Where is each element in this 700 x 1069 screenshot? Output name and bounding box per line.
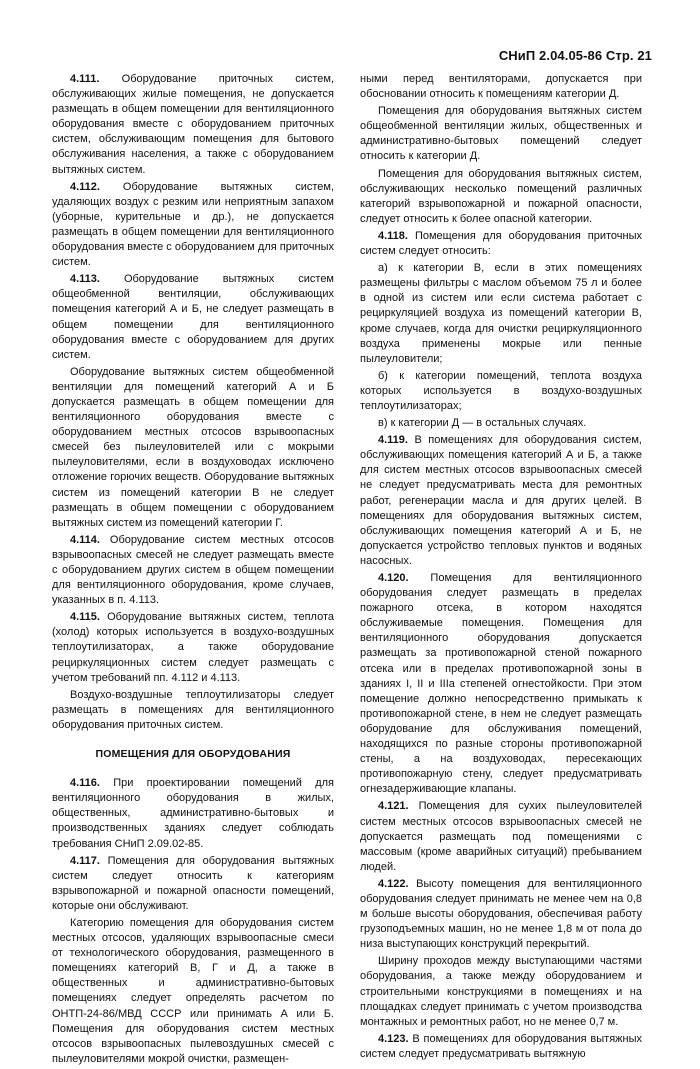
clause-4-115 [52,610,334,685]
paragraph: Помещения для оборудования вытяжных систем общеобменной вентиляции жилых, общественных и административно-бытовых помещений следует относить к категории Д. [360,105,642,163]
clause-4-122 [360,877,642,952]
clause-text: Помещения для оборудования вытяжных систем следует относить к категориям взрывопожарной и пожарной опасности помещений, которые они обслуживают. [52,854,334,912]
clause-number: 4.114. [70,533,100,546]
clause-number: 4.121. [378,800,409,813]
clause-number: 4.120. [378,572,409,584]
paragraph: Ширину проходов между выступающими частями оборудования, а также между оборудованием и строительными конструкциями в помещениях и на площадках следует принимать с учетом производства монтажных и ремонтных работ, но не менее 0,7 м. [360,955,642,1028]
clause-text: Помещения для сухих пылеуловителей систем местных отсосов взрывоопасных смесей не допускается размещать под помещениями с массовым (кроме аварийных ситуаций) пребыванием людей. [360,800,642,873]
clause-4-114 [52,533,334,608]
clause-number: 4.116. [70,777,100,790]
left-column [52,72,334,1069]
clause-number: 4.122. [378,877,409,890]
paragraph: Категорию помещения для оборудования систем местных отсосов, удаляющих взрывоопасные смеси от технологического оборудования, размещенного в помещениях категорий В, Г и Д, а также в общественных и административно-бытовых помещениях следует определять расчетом по ОНТП-24-86/МВД СССР или принимать А или Б. Помещения для оборудования систем местных отсосов взрывоопасных пылевоздушных смесей с пылеуловителями мокрой очистки, размещен- [52,916,334,1065]
clause-4-116 [52,776,334,851]
paragraph: Помещения для оборудования вытяжных систем, обслуживающих несколько помещений различных категорий взрывопожарной и пожарной опасности, следует относить к более опасной категории. [360,167,642,225]
clause-4-123 [360,1032,642,1062]
clause-number: 4.113. [70,273,100,286]
list-item: в) к категории Д — в остальных случаях. [378,417,587,430]
clause-number: 4.112. [70,180,100,193]
paragraph: Оборудование вытяжных систем общеобменной вентиляции для помещений категорий А и Б допускается размещать в общем помещении для вентиляционного оборудования вместе с оборудованием местных отсосов взрывоопасных смесей без пылеуловителей или с мокрыми пылеуловителями, если в воздуховодах исключено отложение горючих веществ. Оборудование вытяжных систем из помещений категории В не следует размещать в общем помещении с оборудованием вытяжных систем из помещений категории Г. [52,365,334,529]
clause-text: Оборудование систем местных отсосов взрывоопасных смесей не следует размещать вместе с оборудованием других систем в общем помещении для вентиляционного оборудования, кроме случаев, указанных в п. 4.113. [52,533,334,607]
clause-number: 4.115. [70,611,100,624]
right-column [360,72,642,1064]
clause-text: В помещениях для оборудования вытяжных систем следует предусматривать вытяжную [360,1032,642,1060]
clause-text: Помещения для оборудования приточных систем следует относить: [360,229,642,258]
clause-text: При проектировании помещений для вентиляционного оборудования в жилых, общественных, административно-бытовых и производственных зданиях следует соблюдать требования СНиП 2.09.02-85. [52,777,334,850]
clause-4-113 [52,272,334,363]
section-title: ПОМЕЩЕНИЯ ДЛЯ ОБОРУДОВАНИЯ [95,748,291,761]
clause-4-117 [52,854,334,914]
clause-4-112 [52,180,334,271]
clause-text: В помещениях для оборудования систем, обслуживающих помещения категорий А и Б, а также для систем местных отсосов взрывоопасных смесей не следует предусматривать места для ремонтных работ, регенерации масла и для других целей. В помещениях для оборудования вытяжных систем, обслуживающих помещения категорий А и Б, не допускается устройство тепловых пунктов и водяных насосных. [360,434,642,567]
clause-number: 4.111. [70,73,100,85]
clause-text: Оборудование вытяжных систем, теплота (холод) которых используется в воздухо-воздушных теплоутилизаторах, а также оборудование рециркуляционных систем следует размещать с учетом требований пп. 4.112 и 4.113. [52,611,334,684]
clause-number: 4.117. [70,854,100,867]
clause-text: Оборудование вытяжных систем общеобменной вентиляции, обслуживающих помещения категорий А и Б, не следует размещать в общем помещении для вентиляционного оборудования вместе с оборудованием для других систем. [52,273,334,361]
clause-text: Оборудование приточных систем, обслуживающих жилые помещения, не допускается размещать в общем помещении для вентиляционного оборудования вместе с оборудованием приточных систем, обслуживающим помещения для бытового обслуживания населения, а также с оборудованием вытяжных систем. [52,73,334,176]
clause-4-119 [360,433,642,569]
clause-number: 4.119. [378,434,408,447]
clause-4-118 [360,229,642,259]
clause-number: 4.123. [378,1032,409,1045]
clause-4-121 [360,799,642,874]
paragraph: ными перед вентиляторами, допускается при обосновании относить к помещениям категории Д. [360,73,642,101]
list-item: а) к категории В, если в этих помещениях размещены фильтры с маслом объемом 75 л и более в одной из систем или если система работает с рециркуляцией воздуха из помещений категории В, кроме случаев, когда для очистки рециркуляционного воздуха применены мокрые или пенные пылеуловители; [360,262,642,365]
clause-text: Оборудование вытяжных систем, удаляющих воздух с резким или неприятным запахом (уборные, курительные и др.), не допускается размещать в общем помещении для вентиляционного оборудования вместе с оборудованием для приточных систем. [52,180,334,269]
page-header: СНиП 2.04.05-86 Стр. 21 [498,48,652,63]
clause-4-120 [360,571,642,797]
paragraph: Воздухо-воздушные теплоутилизаторы следует размещать в помещениях для вентиляционного оборудования приточных систем. [52,688,334,731]
clause-text: Высоту помещения для вентиляционного оборудования следует принимать не менее чем на 0,8 м больше высоты оборудования, обеспечивая работу грузоподъемных машин, но не менее 1,8 м от пола до низа выступающих конструкций перекрытий. [360,877,642,951]
list-item: б) к категории помещений, теплота воздуха которых используется в воздухо-воздушных теплоутилизаторах; [360,369,642,412]
clause-4-111 [52,72,334,178]
clause-text: Помещения для вентиляционного оборудования следует размещать в пределах пожарного отсека, в котором находятся обслуживаемые помещения. Помещения для вентиляционного оборудования допускается размещать за противопожарной стеной пожарного отсека или в пределах противопожарной зоны в зданиях I, II и IIIа степеней огнестойкости. При этом помещение должно непосредственно примыкать к противопожарной стене, в нем не следует размещать оборудование для обслуживания помещений, находящихся по разные стороны противопожарной стены, а на воздуховодах, пересекающих противопожарную стену, следует предусматривать огнезадерживающие клапаны. [360,572,642,796]
clause-number: 4.118. [378,229,408,242]
